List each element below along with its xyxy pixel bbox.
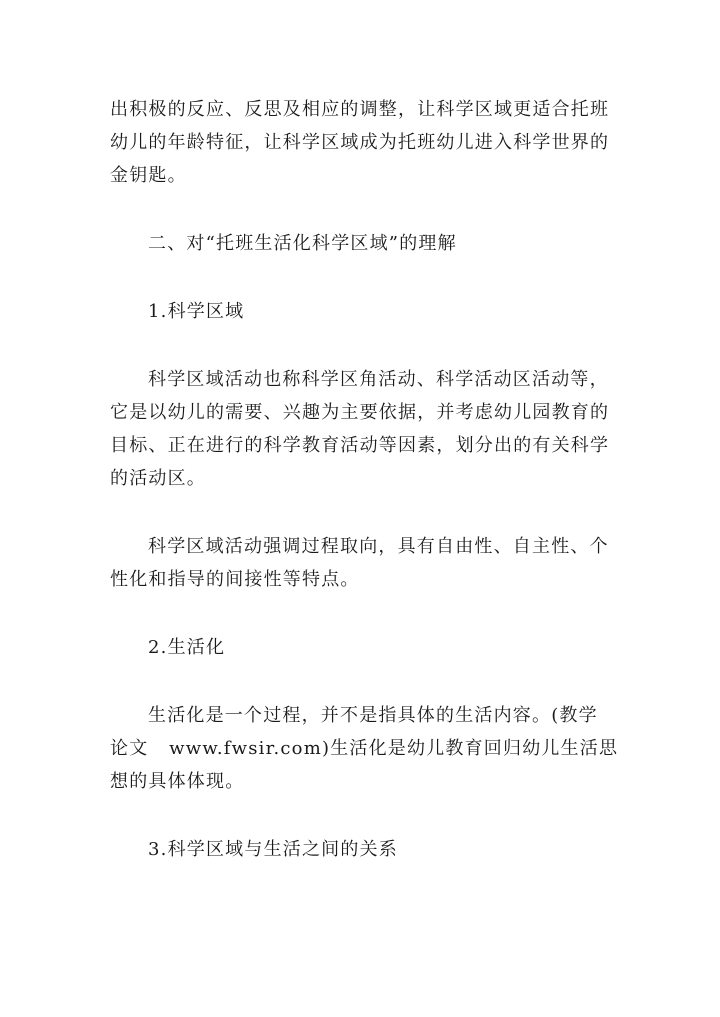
paragraph-line: 性化和指导的间接性等特点。 bbox=[110, 569, 360, 590]
paragraph-line: 它是以幼儿的需要、兴趣为主要依据，并考虑幼儿园教育的 bbox=[110, 402, 610, 423]
paragraph-line: 生活化是一个过程，并不是指具体的生活内容。(教学 bbox=[148, 705, 598, 726]
paragraph-line: 科学区域活动也称科学区角活动、科学活动区活动等， bbox=[148, 369, 609, 390]
paragraph-line: 论文 www.fwsir.com)生活化是幼儿教育回归幼儿生活思 bbox=[110, 738, 619, 759]
paragraph-line: 幼儿的年龄特征，让科学区域成为托班幼儿进入科学世界的 bbox=[110, 132, 610, 153]
paragraph-line: 科学区域活动强调过程取向，具有自由性、自主性、个 bbox=[148, 536, 609, 557]
paragraph-line: 出积极的反应、反思及相应的调整，让科学区域更适合托班 bbox=[110, 99, 610, 120]
paragraph-line: 目标、正在进行的科学教育活动等因素，划分出的有关科学 bbox=[110, 435, 610, 456]
subsection-heading: 1.科学区域 bbox=[148, 301, 245, 322]
subsection-heading: 2.生活化 bbox=[148, 637, 226, 658]
paragraph-line: 的活动区。 bbox=[110, 468, 206, 489]
paragraph-line: 金钥匙。 bbox=[110, 165, 187, 186]
subsection-heading: 3.科学区域与生活之间的关系 bbox=[148, 839, 398, 860]
section-heading: 二、对“托班生活化科学区域”的理解 bbox=[148, 233, 457, 254]
paragraph-line: 想的具体体现。 bbox=[110, 771, 245, 792]
